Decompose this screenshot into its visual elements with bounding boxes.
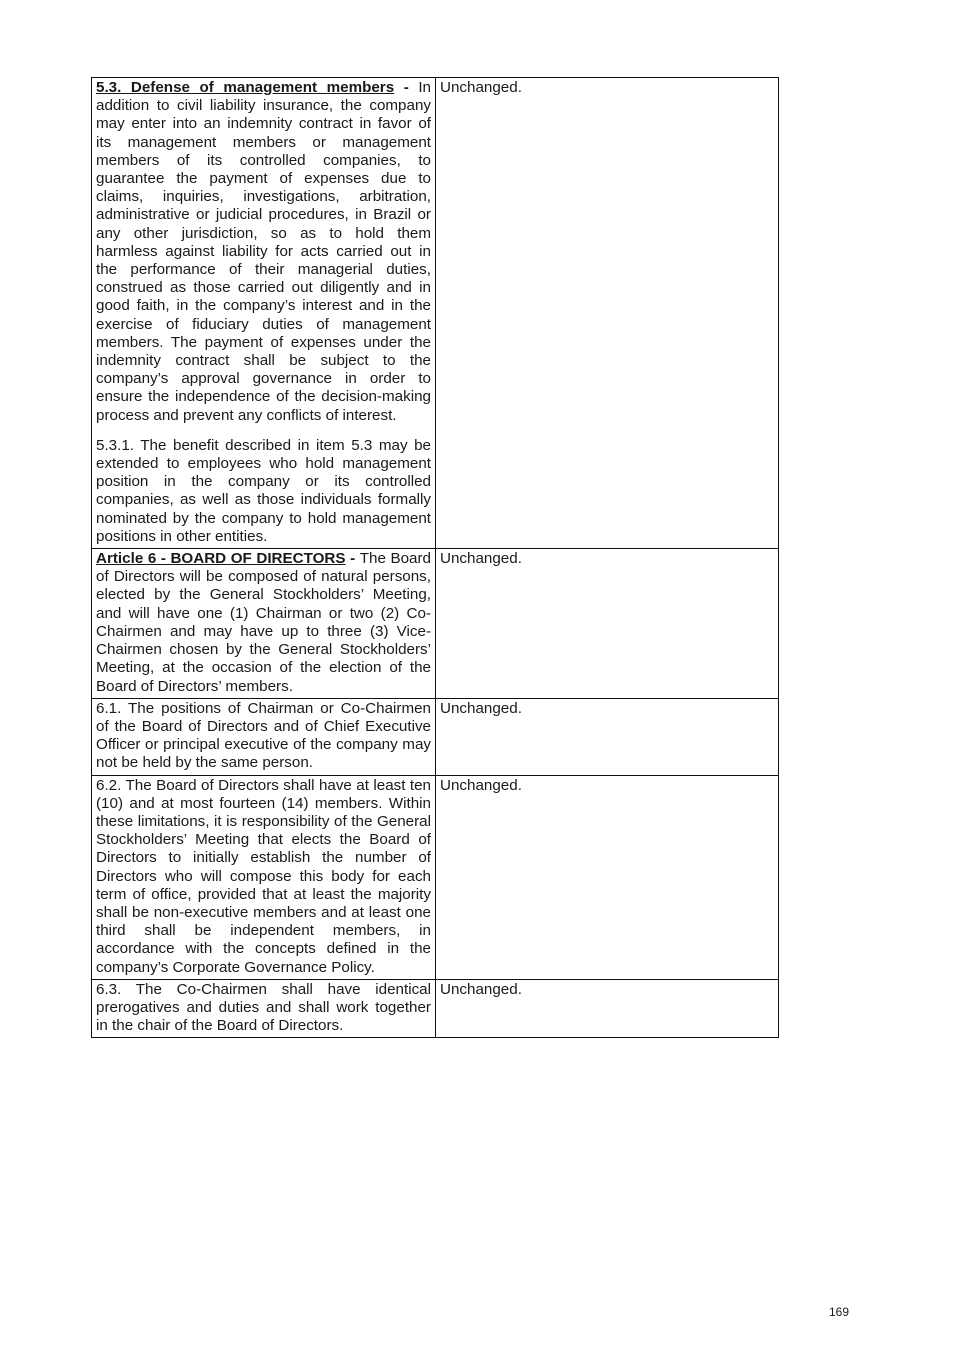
- clause-paragraph: 6.1. The positions of Chairman or Co-Chairmen of the Board of Directors and of Chief Executive Officer or principal executive of the company may not be held by the same person.: [96, 699, 431, 772]
- clause-heading: Article 6 - BOARD OF DIRECTORS: [96, 550, 346, 568]
- clause-paragraph: [96, 79, 431, 425]
- table-row: [92, 775, 779, 979]
- current-text-cell: [92, 698, 436, 775]
- clause-heading: 5.3. Defense of management members: [96, 79, 395, 96]
- current-text-cell: [92, 979, 436, 1038]
- table-row: [92, 698, 779, 775]
- table-row: [92, 78, 779, 549]
- table-row: [92, 549, 779, 699]
- comparison-table: [91, 77, 779, 1038]
- clause-text: The Board of Directors will be composed of natural persons, elected by the General Stockholders’ Meeting, and will have one (1) Chairman or two (2) Co-Chairmen and may have up to three (3) Vice-Chairmen chosen by the General Stockholders’ Meeting, at the occasion of the election of the Board of Directors’ members.: [96, 550, 431, 695]
- clause-paragraph: 6.3. The Co-Chairmen shall have identical prerogatives and duties and shall work together in the chair of the Board of Directors.: [96, 980, 431, 1035]
- current-text-cell: [92, 775, 436, 979]
- page-number: 169: [829, 1305, 850, 1319]
- current-text-cell: [92, 78, 436, 549]
- proposed-text-cell: Unchanged.: [436, 979, 779, 1038]
- clause-paragraph: [96, 550, 431, 696]
- proposed-text-cell: Unchanged.: [436, 775, 779, 979]
- subclause-paragraph: 5.3.1. The benefit described in item 5.3 may be extended to employees who hold management position in the company or its controlled companies, as well as those individuals formally nominated by the company to hold management positions in other entities.: [96, 436, 431, 545]
- table-row: [92, 979, 779, 1038]
- proposed-text-cell: Unchanged.: [436, 698, 779, 775]
- proposed-text-cell: Unchanged.: [436, 549, 779, 699]
- proposed-text-cell: Unchanged.: [436, 78, 779, 549]
- heading-separator: -: [394, 79, 419, 96]
- heading-separator: -: [345, 550, 360, 568]
- clause-text: In addition to civil liability insurance, the company may enter into an indemnity contract in favor of its management members or management members of its controlled companies, to guarantee the payment of expenses due to claims, inquiries, investigations, arbitration, administrative or judicial procedures, in Brazil or any other jurisdiction, so as to hold them harmless against liability for acts carried out in the performance of their managerial duties, construed as those carried out diligently and in good faith, in the company’s interest and in the exercise of fiduciary duties of management members. The payment of expenses under the indemnity contract shall be subject to the company’s approval governance in order to ensure the independence of the decision-making process and prevent any conflicts of interest.: [96, 79, 431, 424]
- current-text-cell: [92, 549, 436, 699]
- clause-paragraph: 6.2. The Board of Directors shall have at least ten (10) and at most fourteen (14) members. Within these limitations, it is responsibility of the General Stockholders’ Meeting that elects the Board of Directors to initially establish the number of Directors who will compose this body for each term of office, provided that at least the majority shall be non-executive members and at least one third shall be independent members, in accordance with the concepts defined in the company’s Corporate Governance Policy.: [96, 776, 431, 976]
